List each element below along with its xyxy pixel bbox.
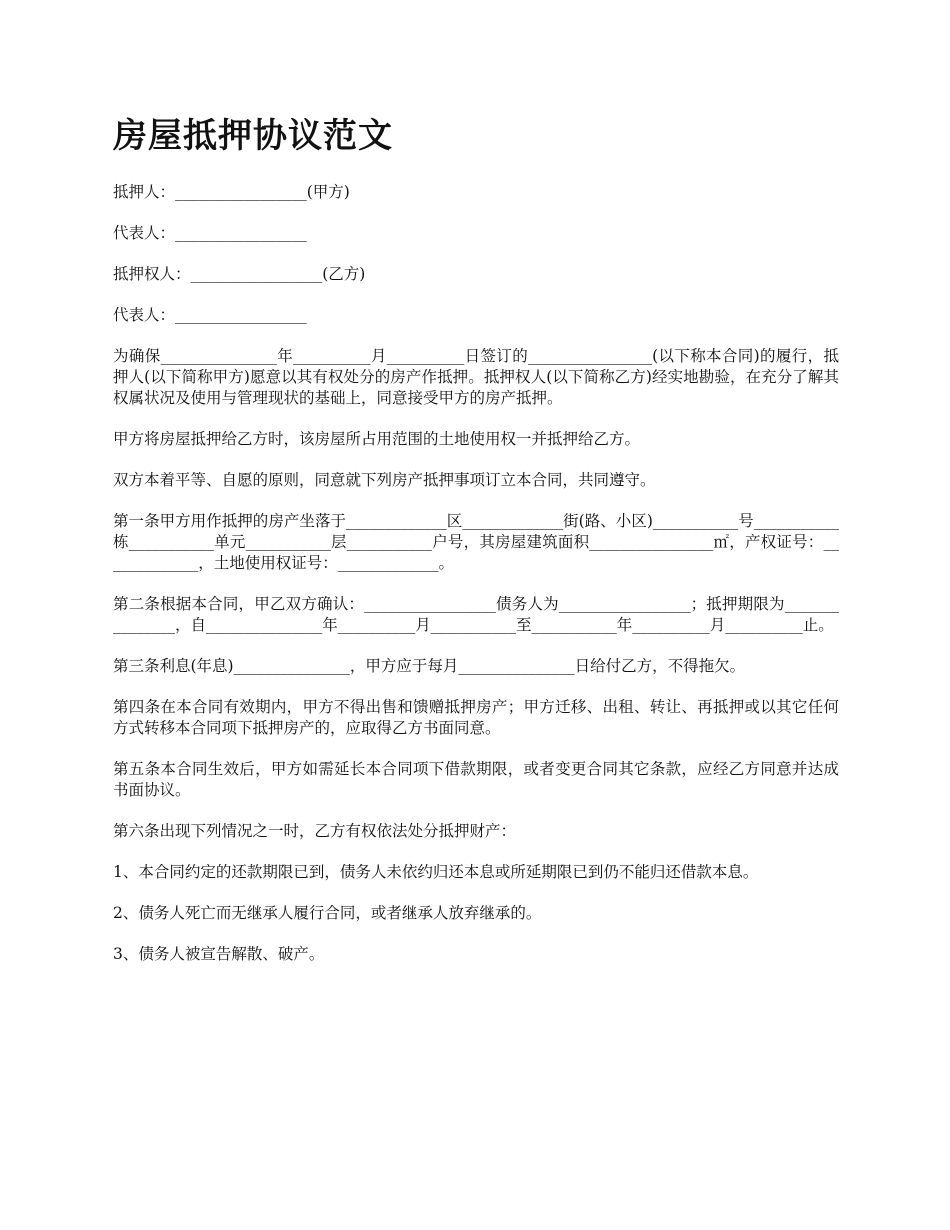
article-6-item-1: 1、本合同约定的还款期限已到，债务人未依约归还本息或所延期限已到仍不能归还借款本息。 — [113, 863, 759, 881]
mortgagor-representative-line: 代表人：_________________ — [113, 224, 307, 242]
article-1: 第一条甲方用作抵押的房产坐落于_____________区_____________街(路、小区)___________号___________栋___________单元___________层___________户号，其房屋建筑面积________________㎡，产权证号：_____________，土地使用权证号：_____________。 — [113, 512, 839, 572]
land-use-paragraph: 甲方将房屋抵押给乙方时，该房屋所占用范围的土地使用权一并抵押给乙方。 — [113, 430, 641, 448]
mortgagee-representative-line: 代表人：_________________ — [113, 306, 307, 324]
article-6-item-3: 3、债务人被宣告解散、破产。 — [113, 945, 325, 963]
mortgagor-line: 抵押人：_________________(甲方) — [113, 183, 350, 201]
principle-paragraph: 双方本着平等、自愿的原则，同意就下列房产抵押事项订立本合同，共同遵守。 — [113, 471, 656, 489]
mortgagee-line: 抵押权人：_________________(乙方) — [113, 265, 366, 283]
document-title: 房屋抵押协议范文 — [113, 116, 393, 156]
document-page — [113, 112, 839, 985]
article-4: 第四条在本合同有效期内，甲方不得出售和馈赠抵押房产；甲方迁移、出租、转让、再抵押或以其它任何方式转移本合同项下抵押房产的，应取得乙方书面同意。 — [113, 698, 839, 737]
article-6-item-2: 2、债务人死亡而无继承人履行合同，或者继承人放弃继承的。 — [113, 904, 542, 922]
article-3: 第三条利息(年息)_______________，甲方应于每月_______________日给付乙方，不得拖欠。 — [113, 657, 746, 675]
article-2: 第二条根据本合同，甲乙双方确认：_________________债务人为_________________；抵押期限为_______________，自_______________年__________月___________至___________年__________月__________止。 — [113, 595, 839, 634]
preamble-paragraph: 为确保_______________年__________月__________日签订的________________(以下称本合同)的履行，抵押人(以下简称甲方)愿意以其有权处分的房产作抵押。抵押权人(以下简称乙方)经实地勘验，在充分了解其权属状况及使用与管理现状的基础上，同意接受甲方的房产抵押。 — [113, 347, 839, 407]
article-5: 第五条本合同生效后，甲方如需延长本合同项下借款期限，或者变更合同其它条款，应经乙方同意并达成书面协议。 — [113, 760, 839, 799]
article-6: 第六条出现下列情况之一时，乙方有权依法处分抵押财产： — [113, 822, 517, 840]
